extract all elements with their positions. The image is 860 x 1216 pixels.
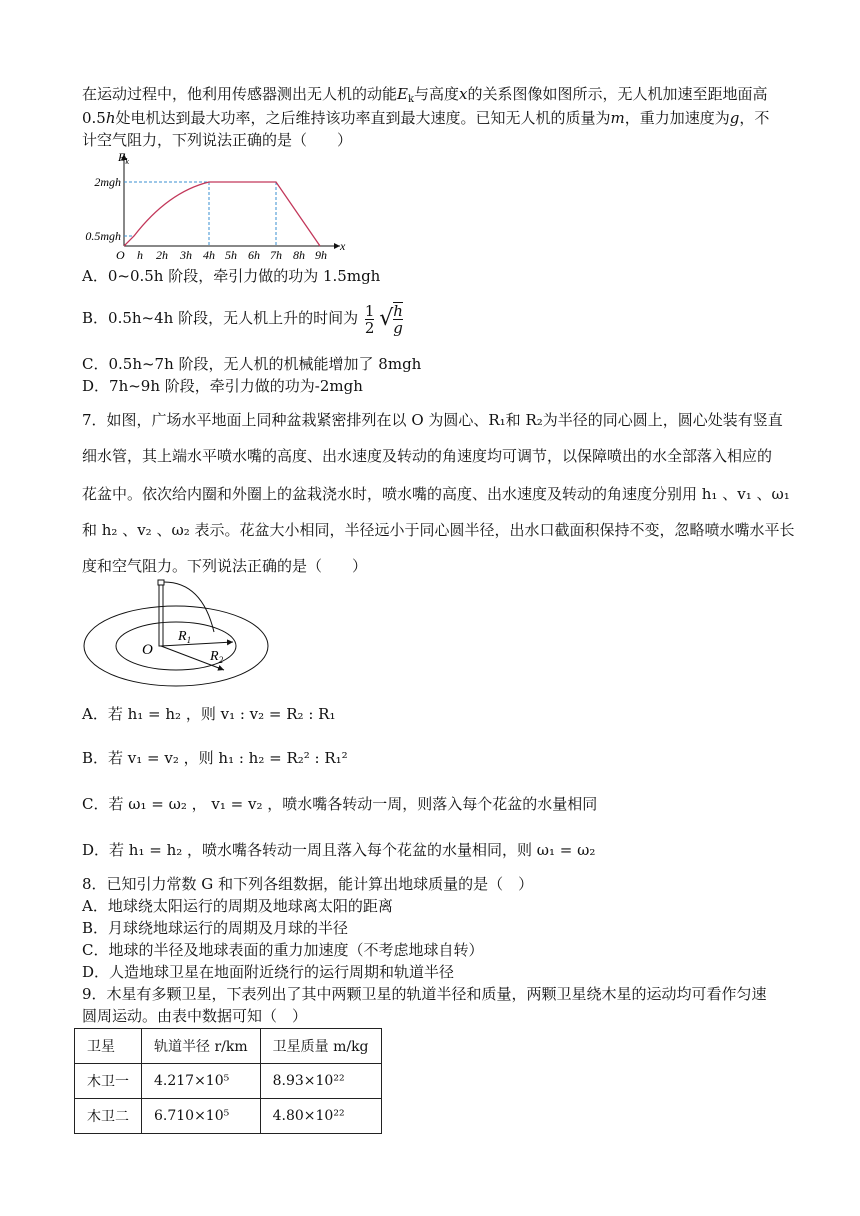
q7-stem-line-4: 和 h₂ 、v₂ 、ω₂ 表示。花盆大小相同，半径远小于同心圆半径，出水口截面积保持不变，忽略喷水嘴水平长	[82, 521, 795, 539]
q7-option-c[interactable]: C．若 ω₁ = ω₂ ， v₁ = v₂ ，喷水嘴各转动一周，则落入每个花盆的水量相同	[82, 795, 598, 813]
q6-stem-text-2c: ，重力加速度为	[624, 109, 730, 127]
q8-option-b[interactable]: B．月球绕地球运行的周期及月球的半径	[82, 919, 349, 937]
q7-stem-line-1: 7．如图，广场水平地面上同种盆栽紧密排列在以 O 为圆心、R₁和 R₂为半径的同心圆上，圆心处装有竖直	[82, 411, 783, 429]
q7-stem-line-3: 花盆中。依次给内圈和外圈上的盆栽浇水时，喷水嘴的高度、出水速度及转动的角速度分别用 h₁ 、v₁ 、ω₁	[82, 485, 790, 503]
table-header-cell: 卫星	[75, 1029, 142, 1064]
x-tick-1: h	[137, 248, 143, 262]
x-tick-5: 5h	[225, 248, 237, 262]
q7-option-a[interactable]: A．若 h₁ = h₂ ，则 v₁ : v₂ = R₂ : R₁	[82, 705, 336, 723]
h-symbol: h	[105, 109, 116, 127]
satellite-table	[74, 1028, 382, 1134]
q6-stem-text-1b: 与高度	[414, 85, 460, 103]
q6-stem-line-3: 计空气阻力，下列说法正确的是（ ）	[82, 131, 353, 149]
q6-option-a[interactable]: A．0~0.5h 阶段，牵引力做的功为 1.5mgh	[82, 267, 381, 285]
y-tick-2mgh: 2mgh	[94, 175, 121, 189]
concentric-circles-diagram	[78, 578, 274, 690]
q7-stem-line-2: 细水管，其上端水平喷水嘴的高度、出水速度及转动的角速度均可调节，以保障喷出的水全部落入相应的	[82, 447, 773, 465]
table-cell: 木卫二	[75, 1099, 142, 1134]
r2-label: $R_2$	[210, 649, 224, 665]
x-tick-2: 2h	[156, 248, 168, 262]
table-cell: 4.217×10⁵	[142, 1064, 261, 1099]
spray-nozzle	[158, 580, 164, 585]
q6-stem-text-2d: ，不	[739, 109, 770, 127]
table-row	[75, 1099, 382, 1134]
table-cell: 木卫一	[75, 1064, 142, 1099]
q6-option-d[interactable]: D．7h~9h 阶段，牵引力做的功为-2mgh	[82, 377, 363, 395]
q9-stem-line-2: 圆周运动。由表中数据可知（ ）	[82, 1007, 308, 1025]
x-axis-label: x	[340, 239, 346, 253]
q8-option-d[interactable]: D．人造地球卫星在地面附近绕行的运行周期和轨道半径	[82, 963, 455, 981]
g-symbol: g	[729, 109, 740, 127]
x-tick-7: 7h	[270, 248, 282, 262]
table-header-row	[75, 1029, 382, 1064]
x-tick-8: 8h	[293, 248, 305, 262]
sqrt-sign: √	[379, 306, 394, 331]
outer-circle	[84, 606, 268, 686]
table-cell: 4.80×10²²	[260, 1099, 381, 1134]
x-tick-3: 3h	[180, 248, 192, 262]
q6-stem-line-1	[82, 84, 768, 110]
r1-arrow	[161, 642, 233, 646]
h-over-g-fraction: $\frac{h}{g}$	[393, 302, 403, 337]
q6-stem-text-1a: 在运动过程中，他利用传感器测出无人机的动能	[82, 85, 398, 103]
half-fraction: $\frac{1}{2}$	[364, 301, 375, 337]
table-cell: 6.710×10⁵	[142, 1099, 261, 1134]
origin-label: O	[116, 248, 125, 262]
q7-stem-line-5: 度和空气阻力。下列说法正确的是（ ）	[82, 557, 368, 575]
x-tick-9: 9h	[315, 248, 327, 262]
q6-option-b[interactable]	[82, 302, 403, 336]
x-symbol: x	[459, 85, 468, 103]
q8-option-c[interactable]: C．地球的半径及地球表面的重力加速度（不考虑地球自转）	[82, 941, 484, 959]
q6-stem-line-2	[82, 108, 769, 128]
r1-label: $R_1$	[178, 629, 192, 645]
table-row	[75, 1064, 382, 1099]
center-o-label: O	[142, 642, 153, 658]
water-trajectory	[164, 582, 214, 632]
q7-option-d[interactable]: D．若 h₁ = h₂ ，喷水嘴各转动一周且落入每个花盆的水量相同，则 ω₁ = ω₂	[82, 841, 596, 859]
water-pipe	[159, 585, 163, 646]
y-tick-05mgh: 0.5mgh	[85, 229, 121, 243]
table-header-cell: 轨道半径 r/km	[142, 1029, 261, 1064]
ek-subscript: k	[407, 94, 415, 105]
q8-option-a[interactable]: A．地球绕太阳运行的周期及地球离太阳的距离	[82, 897, 393, 915]
table-header-cell: 卫星质量 m/kg	[260, 1029, 381, 1064]
q6-stem-text-2b: 处电机达到最大功率，之后维持该功率直到最大速度。已知无人机的质量为	[115, 109, 611, 127]
q8-stem: 8．已知引力常数 G 和下列各组数据，能计算出地球质量的是（ ）	[82, 875, 534, 893]
table-cell: 8.93×10²²	[260, 1064, 381, 1099]
ek-height-graph	[78, 148, 358, 264]
y-axis-label: $E_k$	[118, 150, 129, 166]
q6-option-c[interactable]: C．0.5h~7h 阶段，无人机的机械能增加了 8mgh	[82, 355, 422, 373]
q7-option-b[interactable]: B．若 v₁ = v₂ ，则 h₁ : h₂ = R₂² : R₁²	[82, 749, 348, 767]
q6-stem-text-2a: 0.5	[82, 109, 106, 127]
ek-curve	[124, 182, 320, 246]
x-tick-4: 4h	[203, 248, 215, 262]
q6-stem-text-1c: 的关系图像如图所示，无人机加速至距地面高	[467, 85, 768, 103]
m-symbol: m	[610, 109, 625, 127]
x-tick-6: 6h	[248, 248, 260, 262]
q6-option-b-text: B．0.5h~4h 阶段，无人机上升的时间为	[82, 309, 359, 327]
ek-symbol: E	[397, 85, 408, 103]
q9-stem-line-1: 9．木星有多颗卫星，下表列出了其中两颗卫星的轨道半径和质量，两颗卫星绕木星的运动均可看作匀速	[82, 985, 767, 1003]
